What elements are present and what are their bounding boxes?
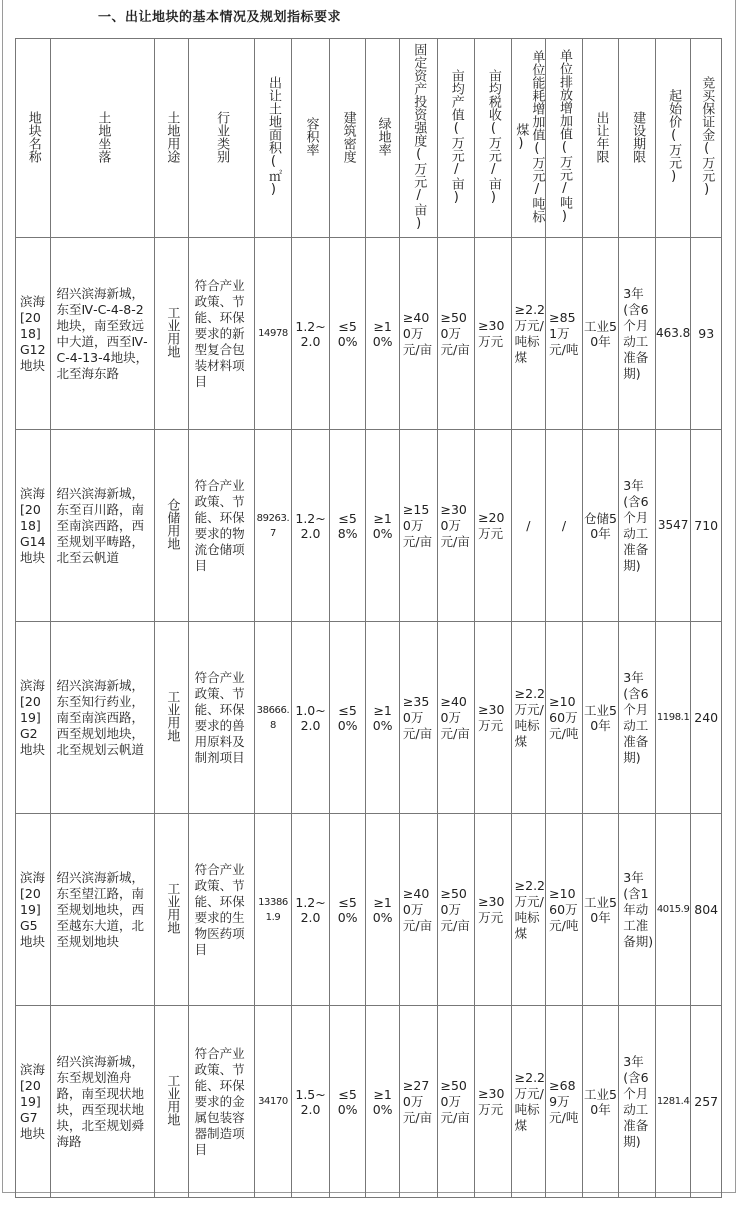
- cell-energy: ≥2.2万元/吨标煤: [511, 622, 546, 814]
- cell-output: ≥300万元/亩: [437, 430, 475, 622]
- cell-location: 绍兴滨海新城，东至望江路，南至规划地块，西至越东大道，北至规划地块: [50, 814, 155, 1006]
- cell-period: 3年(含6个月动工准备期): [619, 1006, 656, 1198]
- cell-far: 1.0~2.0: [292, 622, 330, 814]
- header-energy: 单位能耗增加值(万元/吨标煤): [511, 39, 546, 238]
- cell-term: 工业50年: [582, 1006, 619, 1198]
- cell-far: 1.5~2.0: [292, 1006, 330, 1198]
- cell-invest: ≥400万元/亩: [399, 814, 437, 1006]
- cell-deposit: 710: [691, 430, 722, 622]
- cell-deposit: 257: [691, 1006, 722, 1198]
- cell-output: ≥500万元/亩: [437, 1006, 475, 1198]
- cell-green: ≥10%: [366, 814, 400, 1006]
- cell-start-price: 463.8: [655, 238, 691, 430]
- cell-area: 14978: [254, 238, 292, 430]
- cell-green: ≥10%: [366, 238, 400, 430]
- cell-deposit: 804: [691, 814, 722, 1006]
- table-row: [16, 814, 722, 1006]
- cell-plot-name: 滨海[2018]G12地块: [16, 238, 51, 430]
- land-parcel-table: [15, 38, 722, 1198]
- cell-emission: ≥851万元/吨: [546, 238, 583, 430]
- cell-start-price: 1281.4: [655, 1006, 691, 1198]
- header-green: 绿地率: [366, 39, 400, 238]
- cell-tax: ≥30万元: [475, 238, 512, 430]
- cell-plot-name: 滨海[2019]G2地块: [16, 622, 51, 814]
- header-deposit: 竞买保证金(万元): [691, 39, 722, 238]
- cell-period: 3年(含6个月动工准备期): [619, 430, 656, 622]
- header-invest: 固定资产投资强度(万元/亩): [399, 39, 437, 238]
- header-location: 土地坐落: [50, 39, 155, 238]
- cell-term: 仓储50年: [582, 430, 619, 622]
- cell-location: 绍兴滨海新城，东至规划渔舟路，南至现状地块，西至现状地块，北至规划舜海路: [50, 1006, 155, 1198]
- cell-location: 绍兴滨海新城，东至Ⅳ-C-4-8-2地块，南至致远中大道，西至Ⅳ-C-4-13-4地块，北至海东路: [50, 238, 155, 430]
- table-row: [16, 1006, 722, 1198]
- cell-plot-name: 滨海[2018]G14地块: [16, 430, 51, 622]
- table-row: [16, 622, 722, 814]
- cell-far: 1.2~2.0: [292, 430, 330, 622]
- header-density: 建筑密度: [329, 39, 366, 238]
- header-emission: 单位排放增加值(万元/吨): [546, 39, 583, 238]
- cell-invest: ≥350万元/亩: [399, 622, 437, 814]
- cell-period: 3年(含6个月动工准备期): [619, 622, 656, 814]
- cell-industry: 符合产业政策、节能、环保要求的新型复合包装材料项目: [188, 238, 254, 430]
- cell-invest: ≥400万元/亩: [399, 238, 437, 430]
- header-area: 出让土地面积(㎡): [254, 39, 292, 238]
- cell-energy: ≥2.2万元/吨标煤: [511, 814, 546, 1006]
- header-output: 亩均产值(万元/亩): [437, 39, 475, 238]
- cell-use: 工业用地: [155, 814, 189, 1006]
- cell-industry: 符合产业政策、节能、环保要求的物流仓储项目: [188, 430, 254, 622]
- header-use: 土地用途: [155, 39, 189, 238]
- header-industry: 行业类别: [188, 39, 254, 238]
- cell-density: ≤50%: [329, 622, 366, 814]
- cell-plot-name: 滨海[2019]G5地块: [16, 814, 51, 1006]
- table-row: [16, 430, 722, 622]
- cell-density: ≤50%: [329, 238, 366, 430]
- cell-use: 工业用地: [155, 622, 189, 814]
- cell-area: 89263.7: [254, 430, 292, 622]
- cell-energy: /: [511, 430, 546, 622]
- cell-green: ≥10%: [366, 622, 400, 814]
- cell-energy: ≥2.2万元/吨标煤: [511, 1006, 546, 1198]
- cell-start-price: 3547: [655, 430, 691, 622]
- cell-industry: 符合产业政策、节能、环保要求的金属包装容器制造项目: [188, 1006, 254, 1198]
- cell-invest: ≥150万元/亩: [399, 430, 437, 622]
- cell-output: ≥500万元/亩: [437, 238, 475, 430]
- cell-tax: ≥20万元: [475, 430, 512, 622]
- cell-green: ≥10%: [366, 1006, 400, 1198]
- cell-far: 1.2~2.0: [292, 814, 330, 1006]
- cell-density: ≤58%: [329, 430, 366, 622]
- cell-period: 3年(含1年动工准备期): [619, 814, 656, 1006]
- cell-deposit: 240: [691, 622, 722, 814]
- cell-tax: ≥30万元: [475, 1006, 512, 1198]
- cell-green: ≥10%: [366, 430, 400, 622]
- cell-emission: ≥1060万元/吨: [546, 814, 583, 1006]
- cell-location: 绍兴滨海新城，东至百川路，南至南滨西路，西至规划平畴路，北至云帆道: [50, 430, 155, 622]
- cell-density: ≤50%: [329, 814, 366, 1006]
- cell-output: ≥400万元/亩: [437, 622, 475, 814]
- cell-use: 工业用地: [155, 238, 189, 430]
- section-title: 一、出让地块的基本情况及规划指标要求: [98, 10, 342, 25]
- cell-tax: ≥30万元: [475, 814, 512, 1006]
- cell-term: 工业50年: [582, 814, 619, 1006]
- cell-emission: /: [546, 430, 583, 622]
- table-row: [16, 238, 722, 430]
- cell-tax: ≥30万元: [475, 622, 512, 814]
- cell-period: 3年(含6个月动工准备期): [619, 238, 656, 430]
- cell-start-price: 4015.9: [655, 814, 691, 1006]
- cell-start-price: 1198.1: [655, 622, 691, 814]
- header-far: 容积率: [292, 39, 330, 238]
- cell-area: 133861.9: [254, 814, 292, 1006]
- cell-invest: ≥270万元/亩: [399, 1006, 437, 1198]
- cell-term: 工业50年: [582, 622, 619, 814]
- cell-energy: ≥2.2万元/吨标煤: [511, 238, 546, 430]
- cell-deposit: 93: [691, 238, 722, 430]
- cell-industry: 符合产业政策、节能、环保要求的兽用原料及制剂项目: [188, 622, 254, 814]
- cell-term: 工业50年: [582, 238, 619, 430]
- header-plot-name: 地块名称: [16, 39, 51, 238]
- cell-output: ≥500万元/亩: [437, 814, 475, 1006]
- header-term: 出让年限: [582, 39, 619, 238]
- header-period: 建设期限: [619, 39, 656, 238]
- cell-industry: 符合产业政策、节能、环保要求的生物医药项目: [188, 814, 254, 1006]
- header-tax: 亩均税收(万元/亩): [475, 39, 512, 238]
- cell-use: 仓储用地: [155, 430, 189, 622]
- table-header-row: [16, 39, 722, 238]
- cell-plot-name: 滨海[2019]G7地块: [16, 1006, 51, 1198]
- cell-use: 工业用地: [155, 1006, 189, 1198]
- cell-location: 绍兴滨海新城，东至知行药业，南至南滨西路，西至规划地块，北至规划云帆道: [50, 622, 155, 814]
- cell-emission: ≥689万元/吨: [546, 1006, 583, 1198]
- cell-far: 1.2~2.0: [292, 238, 330, 430]
- cell-density: ≤50%: [329, 1006, 366, 1198]
- cell-area: 34170: [254, 1006, 292, 1198]
- cell-emission: ≥1060万元/吨: [546, 622, 583, 814]
- cell-area: 38666.8: [254, 622, 292, 814]
- header-start-price: 起始价(万元): [655, 39, 691, 238]
